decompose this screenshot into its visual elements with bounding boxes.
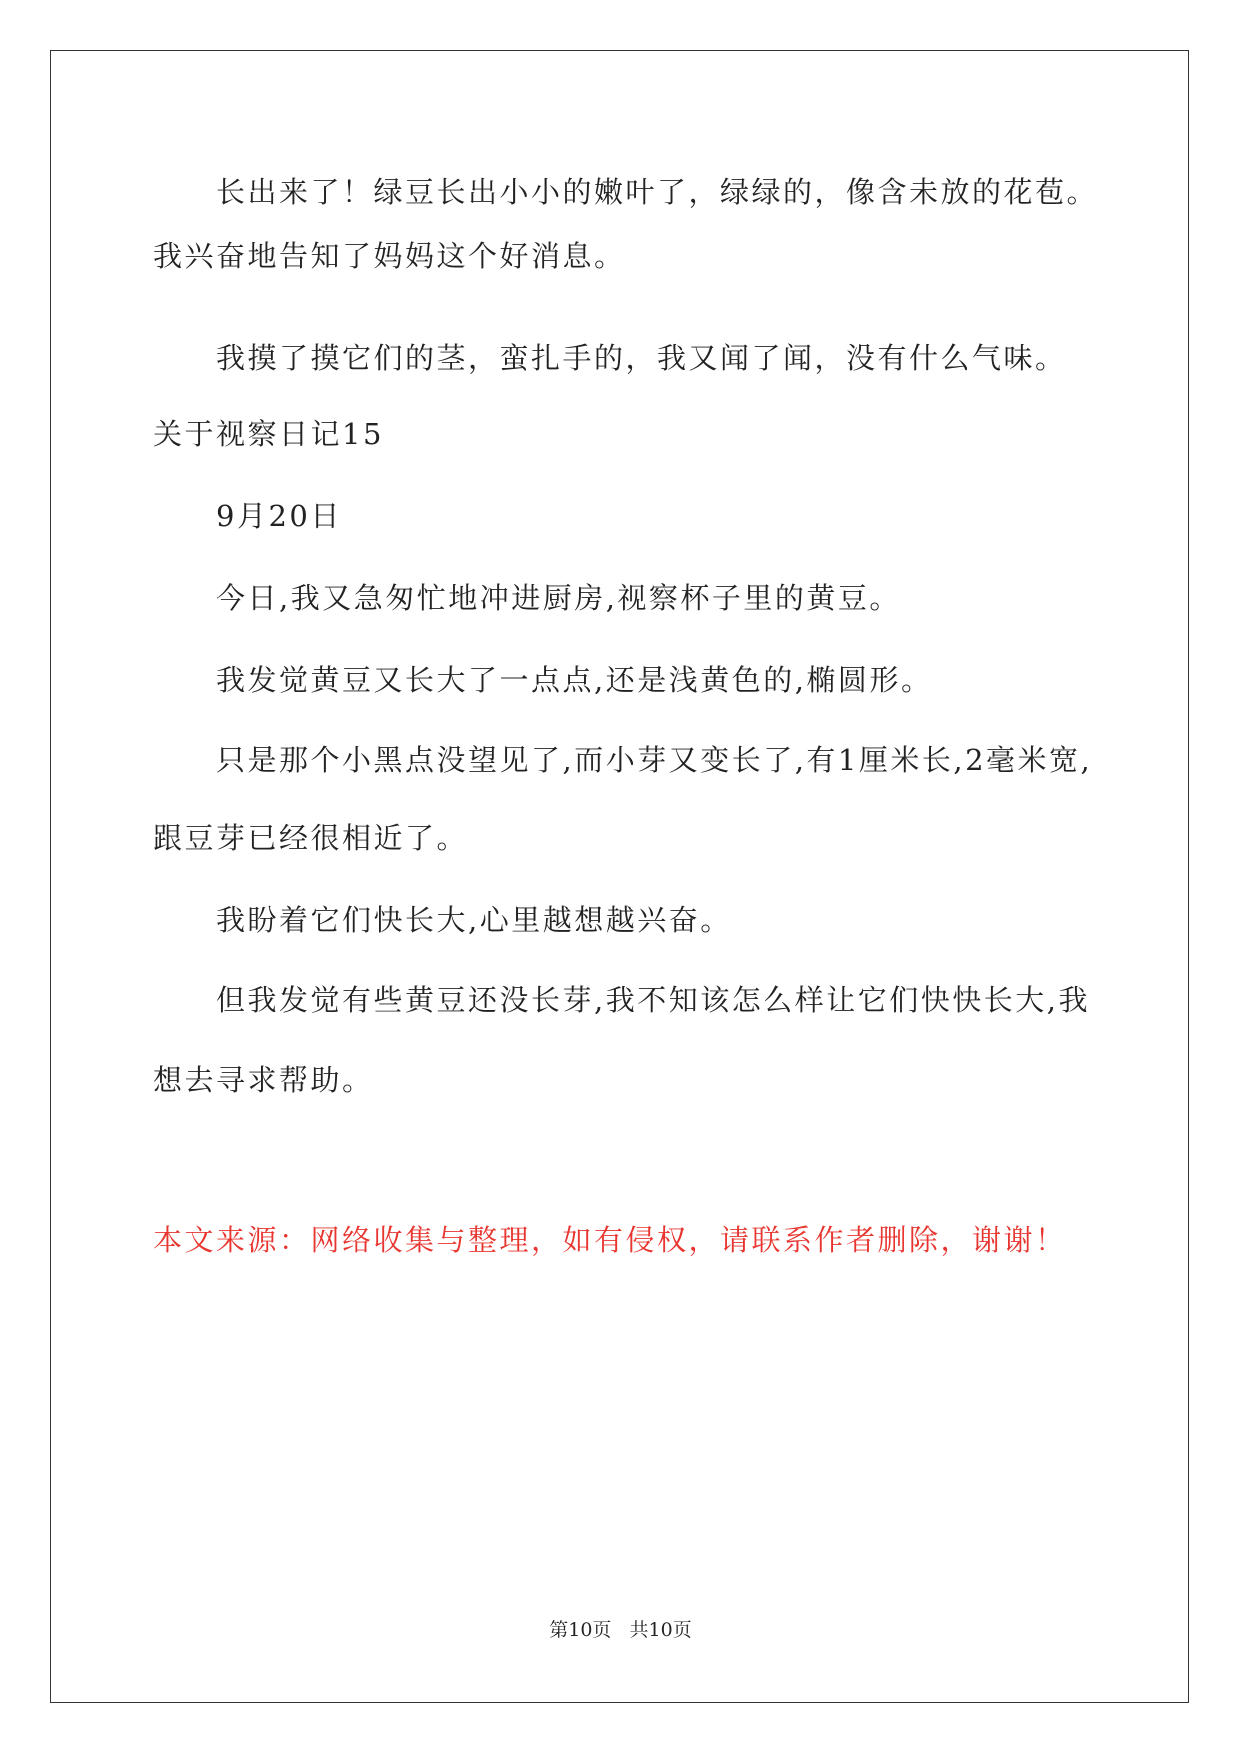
paragraph-7-line-1: 但我发觉有些黄豆还没长芽,我不知该怎么样让它们快快长大,我 [216, 983, 1090, 1017]
paragraph-3: 今日,我又急匆忙地冲进厨房,视察杯子里的黄豆。 [216, 581, 901, 615]
diary-date: 9月20日 [216, 499, 342, 533]
paragraph-5-line-1: 只是那个小黑点没望见了,而小芽又变长了,有1厘米长,2毫米宽, [216, 743, 1093, 777]
paragraph-5-line-2: 跟豆芽已经很相近了。 [153, 821, 469, 855]
source-note: 本文来源：网络收集与整理，如有侵权，请联系作者删除，谢谢！ [153, 1223, 1067, 1257]
paragraph-4: 我发觉黄豆又长大了一点点,还是浅黄色的,椭圆形。 [216, 663, 933, 697]
page-number-footer: 第10页 共10页 [549, 1619, 692, 1641]
paragraph-2: 我摸了摸它们的茎，蛮扎手的，我又闻了闻，没有什么气味。 [216, 341, 1067, 375]
paragraph-1-line-2: 我兴奋地告知了妈妈这个好消息。 [153, 239, 626, 273]
paragraph-7-line-2: 想去寻求帮助。 [153, 1063, 374, 1097]
paragraph-6: 我盼着它们快长大,心里越想越兴奋。 [216, 903, 732, 937]
paragraph-1-line-1: 长出来了！绿豆长出小小的嫩叶了，绿绿的，像含未放的花苞。 [216, 175, 1099, 209]
page-border [50, 50, 1189, 1703]
section-heading: 关于视察日记15 [153, 417, 384, 451]
